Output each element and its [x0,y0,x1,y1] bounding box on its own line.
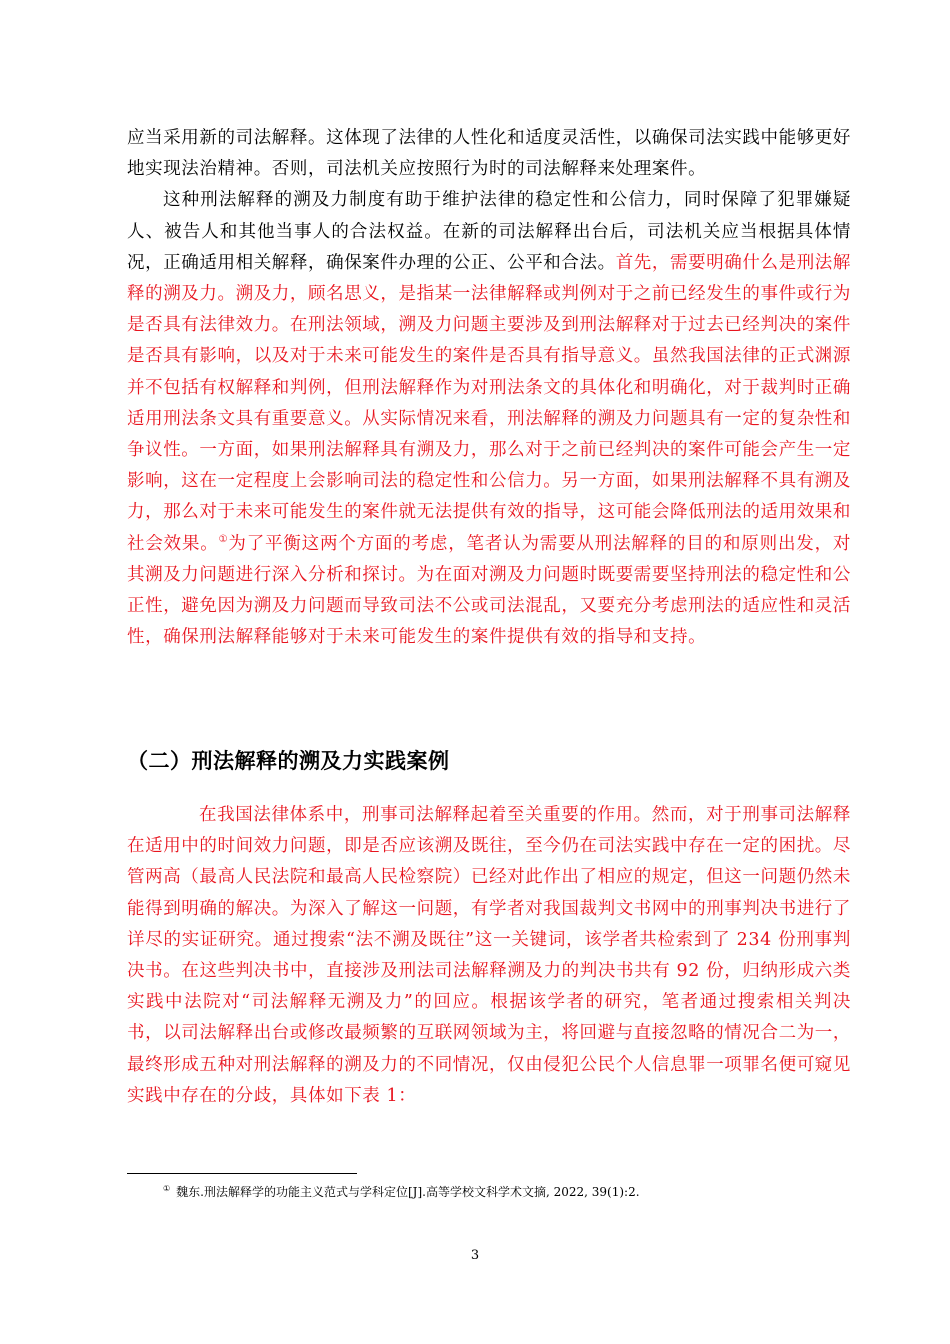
highlighted-text-span: 首先，需要明确什么是刑法解释的溯及力。溯及力，顾名思义，是指某一法律解释或判例对于之前已经发生的事件或行为是否具有法律效力。在刑法领域，溯及力问题主要涉及到刑法解释对于过去已经判决的案件是否具有影响，以及对于未来可能发生的案件是否具有指导意义。虽然我国法律的正式渊源并不包括有权解释和判例，但刑法解释作为对刑法条文的具体化和明确化，对于裁判时正确适用刑法条文具有重要意义。从实际情况来看，刑法解释的溯及力问题具有一定的复杂性和争议性。一方面，如果刑法解释具有溯及力，那么对于之前已经判决的案件可能会产生一定影响，这在一定程度上会影响司法的稳定性和公信力。另一方面，如果刑法解释不具有溯及力，那么对于未来可能发生的案件就无法提供有效的指导，这可能会降低刑法的适用效果和社会效果。 [127,252,852,554]
footnote-separator [127,1173,357,1174]
highlighted-text-span: 为了平衡这两个方面的考虑，笔者认为需要从刑法解释的目的和原则出发，对其溯及力问题进行深入分析和探讨。为在面对溯及力问题时既要需要坚持刑法的稳定性和公正性，避免因为溯及力问题而导致司法不公或司法混乱，又要充分考虑刑法的适应性和灵活性，确保刑法解释能够对于未来可能发生的案件提供有效的指导和支持。 [127,533,851,648]
footnote-mark: ① [163,1184,171,1193]
paragraph-retroactivity [127,185,851,653]
body-text-cases [127,800,851,1112]
section-heading: （二）刑法解释的溯及力实践案例 [127,749,450,773]
text-span: 这种刑法解释的溯及力制度有助于维护法律的稳定性和公信力，同时保障了犯罪嫌疑人、被告人和其他当事人的合法权益。在新的司法解释出台后，司法机关应当根据具体情况，正确适用相关解释，确保案件办理的公正、公平和合法。 [127,190,851,273]
footnote-text: 魏东.刑法解释学的功能主义范式与学科定位[J].高等学校文科学术文摘, 2022, 39(1):2. [176,1185,640,1199]
page-number: 3 [470,1248,480,1263]
highlighted-text-span: 在我国法律体系中，刑事司法解释起着至关重要的作用。然而，对于刑事司法解释在适用中的时间效力问题，即是否应该溯及既往，至今仍在司法实践中存在一定的困扰。尽管两高（最高人民法院和最高人民检察院）已经对此作出了相应的规定，但这一问题仍然未能得到明确的解决。为深入了解这一问题，有学者对我国裁判文书网中的刑事判决书进行了详尽的实证研究。通过搜索“法不溯及既往”这一关键词，该学者共检索到了 234 份刑事判决书。在这些判决书中，直接涉及刑法司法解释溯及力的判决书共有 92 份，归纳形成六类实践中法院对“司法解释无溯及力”的回应。根据该学者的研究，笔者通过搜索相关判决书，以司法解释出台或修改最频繁的互联网领域为主，将回避与直接忽略的情况合二为一，最终形成五种对刑法解释的溯及力的不同情况，仅由侵犯公民个人信息罪一项罪名便可窥见实践中存在的分歧，具体如下表 1： [127,805,851,1106]
paragraph-practice-cases [127,800,851,1112]
body-text-top [127,123,851,653]
footnote [163,1183,853,1201]
footnote-reference: ① [218,533,229,545]
text-span: 应当采用新的司法解释。这体现了法律的人性化和适度灵活性，以确保司法实践中能够更好地实现法治精神。否则，司法机关应按照行为时的司法解释来处理案件。 [127,128,851,180]
paragraph-continued [127,123,851,185]
